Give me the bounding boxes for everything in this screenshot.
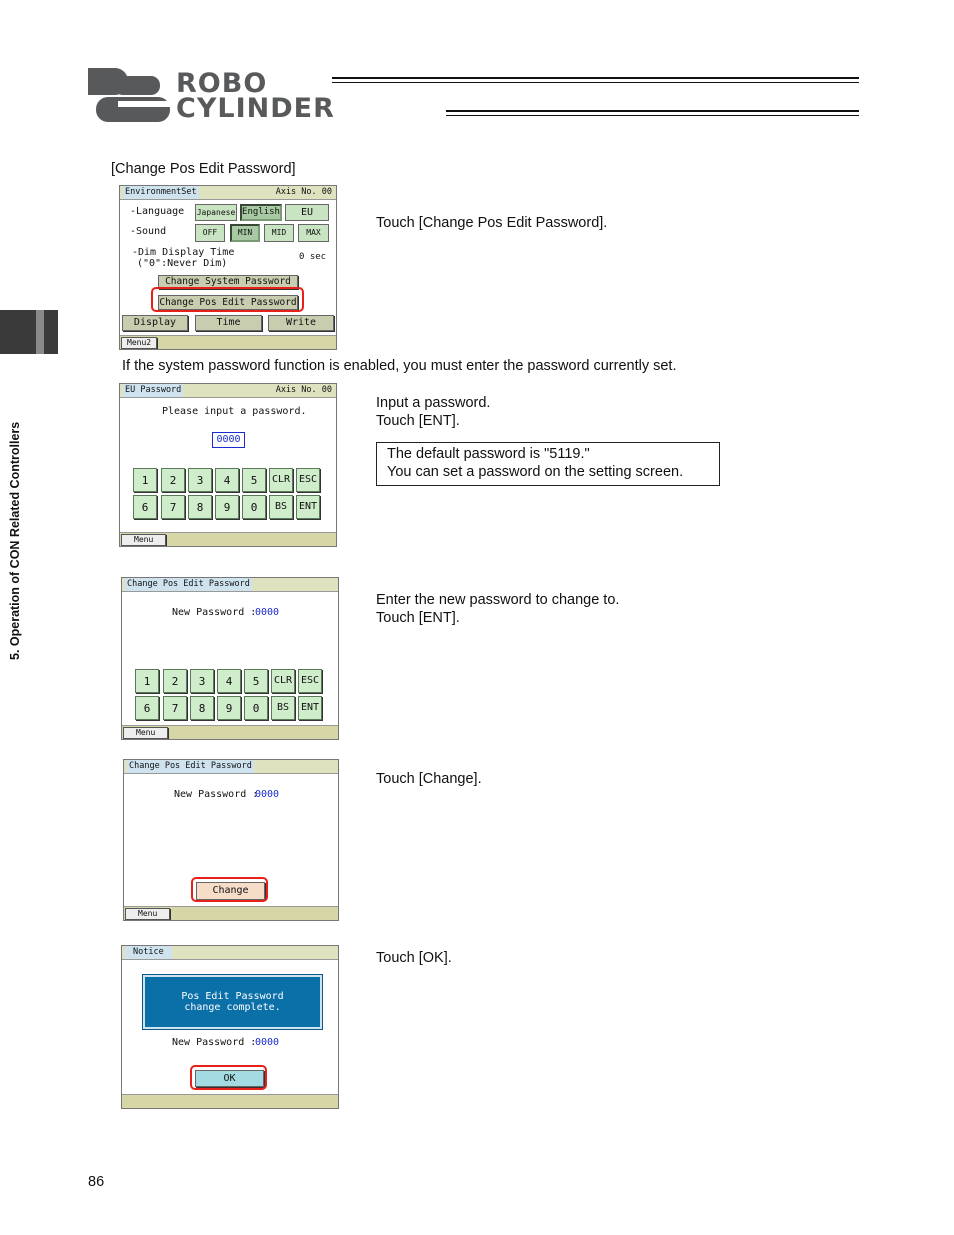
screen-footer	[124, 906, 338, 920]
key-3[interactable]: 3	[188, 468, 212, 492]
logo-line-robo: ROBO	[176, 68, 268, 99]
new-password-label: New Password :	[172, 1037, 257, 1048]
header-rule-bottom	[446, 110, 859, 112]
logo-line-cylinder: CYLINDER	[176, 93, 335, 124]
key-1[interactable]: 1	[133, 468, 157, 492]
change-system-password-button[interactable]: Change System Password	[158, 275, 298, 289]
menu-button[interactable]: Menu	[123, 727, 168, 739]
key-9[interactable]: 9	[217, 696, 241, 720]
screen-environment-set	[119, 185, 337, 350]
menu-button[interactable]: Menu	[121, 534, 166, 546]
notice-message-box	[143, 975, 322, 1029]
axis-number: Axis No. 00	[275, 187, 332, 197]
header-rule-top	[332, 77, 859, 79]
key-2[interactable]: 2	[163, 669, 187, 693]
screen-title: Change Pos Edit Password	[127, 579, 250, 589]
screen-footer	[120, 532, 336, 546]
new-password-label: New Password :	[174, 789, 259, 800]
screen-title: Notice	[125, 946, 172, 959]
notice-line-1: Pos Edit Password	[181, 991, 284, 1002]
key-ent[interactable]: ENT	[298, 696, 322, 720]
screen-title-bar	[124, 760, 338, 774]
key-esc[interactable]: ESC	[298, 669, 322, 693]
screen-eu-password	[119, 383, 337, 547]
key-5[interactable]: 5	[244, 669, 268, 693]
language-japanese-button[interactable]: Japanese	[195, 204, 237, 221]
screen-title-bar	[122, 946, 338, 960]
screen-title: EnvironmentSet	[125, 187, 197, 197]
new-password-value: 0000	[255, 1037, 280, 1048]
dim-time-value: 0 sec	[299, 252, 327, 262]
key-1[interactable]: 1	[135, 669, 159, 693]
note-line-2: You can set a password on the setting screen.	[387, 464, 684, 480]
key-7[interactable]: 7	[161, 495, 185, 519]
key-4[interactable]: 4	[217, 669, 241, 693]
language-english-button[interactable]: English	[240, 204, 282, 221]
dim-time-sublabel: ("0":Never Dim)	[137, 258, 228, 269]
screen-title-bar	[120, 384, 336, 398]
header-rule-top-thin	[332, 82, 859, 83]
header-rule-bottom-thin	[446, 115, 859, 116]
key-7[interactable]: 7	[163, 696, 187, 720]
key-bs[interactable]: BS	[269, 495, 293, 519]
sound-min-button[interactable]: MIN	[230, 224, 260, 242]
screen-title-bar	[120, 186, 336, 200]
step-3-line-1: Enter the new password to change to.	[376, 592, 620, 608]
tab-display[interactable]: Display	[122, 315, 188, 331]
axis-number: Axis No. 00	[275, 385, 332, 395]
key-8[interactable]: 8	[188, 495, 212, 519]
key-esc[interactable]: ESC	[296, 468, 320, 492]
highlight-ok-button	[190, 1065, 267, 1090]
key-6[interactable]: 6	[135, 696, 159, 720]
step-1-text: Touch [Change Pos Edit Password].	[376, 215, 608, 231]
note-line-1: The default password is "5119."	[387, 446, 590, 462]
key-5[interactable]: 5	[242, 468, 266, 492]
key-6[interactable]: 6	[133, 495, 157, 519]
key-bs[interactable]: BS	[271, 696, 295, 720]
key-clr[interactable]: CLR	[271, 669, 295, 693]
screen-footer	[122, 1094, 338, 1108]
chapter-tab-block	[0, 310, 36, 354]
screen-new-password-entry	[121, 577, 339, 740]
password-prompt: Please input a password.	[162, 406, 307, 417]
key-ent[interactable]: ENT	[296, 495, 320, 519]
tab-write[interactable]: Write	[268, 315, 334, 331]
screen-title: EU Password	[125, 385, 182, 395]
new-password-value[interactable]: 0000	[255, 607, 280, 618]
tab-time[interactable]: Time	[195, 315, 262, 331]
notice-line-2: change complete.	[184, 1002, 281, 1013]
language-label: -Language	[130, 206, 185, 217]
key-0[interactable]: 0	[244, 696, 268, 720]
sound-mid-button[interactable]: MID	[264, 224, 294, 242]
ok-button[interactable]: OK	[195, 1070, 264, 1087]
step-2-line-1: Input a password.	[376, 395, 491, 411]
section-title: [Change Pos Edit Password]	[111, 161, 296, 177]
change-pos-edit-password-button[interactable]: Change Pos Edit Password	[158, 295, 298, 310]
step-5-text: Touch [OK].	[376, 950, 452, 966]
step-2-line-2: Touch [ENT].	[376, 413, 460, 429]
key-clr[interactable]: CLR	[269, 468, 293, 492]
new-password-value: 0000	[255, 789, 280, 800]
step-3-line-2: Touch [ENT].	[376, 610, 460, 626]
sound-label: -Sound	[130, 226, 167, 237]
sound-off-button[interactable]: OFF	[195, 224, 225, 242]
sound-max-button[interactable]: MAX	[298, 224, 329, 242]
screen-footer	[120, 335, 336, 349]
rc-logo-mark	[88, 68, 172, 124]
system-password-note: If the system password function is enabled, you must enter the password currently set.	[122, 358, 677, 374]
menu2-button[interactable]: Menu2	[121, 337, 157, 349]
key-8[interactable]: 8	[190, 696, 214, 720]
default-password-note	[376, 442, 720, 486]
page-number: 86	[88, 1174, 105, 1190]
step-4-text: Touch [Change].	[376, 771, 482, 787]
key-0[interactable]: 0	[242, 495, 266, 519]
highlight-pos-edit-password	[151, 287, 304, 312]
chapter-tab-stripe-2	[44, 310, 58, 354]
change-button[interactable]: Change	[196, 882, 265, 900]
chapter-tab-stripe-1	[36, 310, 44, 354]
dim-time-label: -Dim Display Time	[132, 247, 235, 258]
language-eu-button[interactable]: EU	[285, 204, 329, 221]
chapter-label: 5. Operation of CON Related Controllers	[8, 421, 22, 660]
screen-title: Change Pos Edit Password	[129, 761, 252, 771]
key-2[interactable]: 2	[161, 468, 185, 492]
menu-button[interactable]: Menu	[125, 908, 170, 920]
key-3[interactable]: 3	[190, 669, 214, 693]
screen-title-bar	[122, 578, 338, 592]
password-input[interactable]: 0000	[212, 432, 245, 448]
new-password-label: New Password :	[172, 607, 257, 618]
screen-footer	[122, 725, 338, 739]
key-9[interactable]: 9	[215, 495, 239, 519]
highlight-change-button	[191, 877, 268, 902]
key-4[interactable]: 4	[215, 468, 239, 492]
